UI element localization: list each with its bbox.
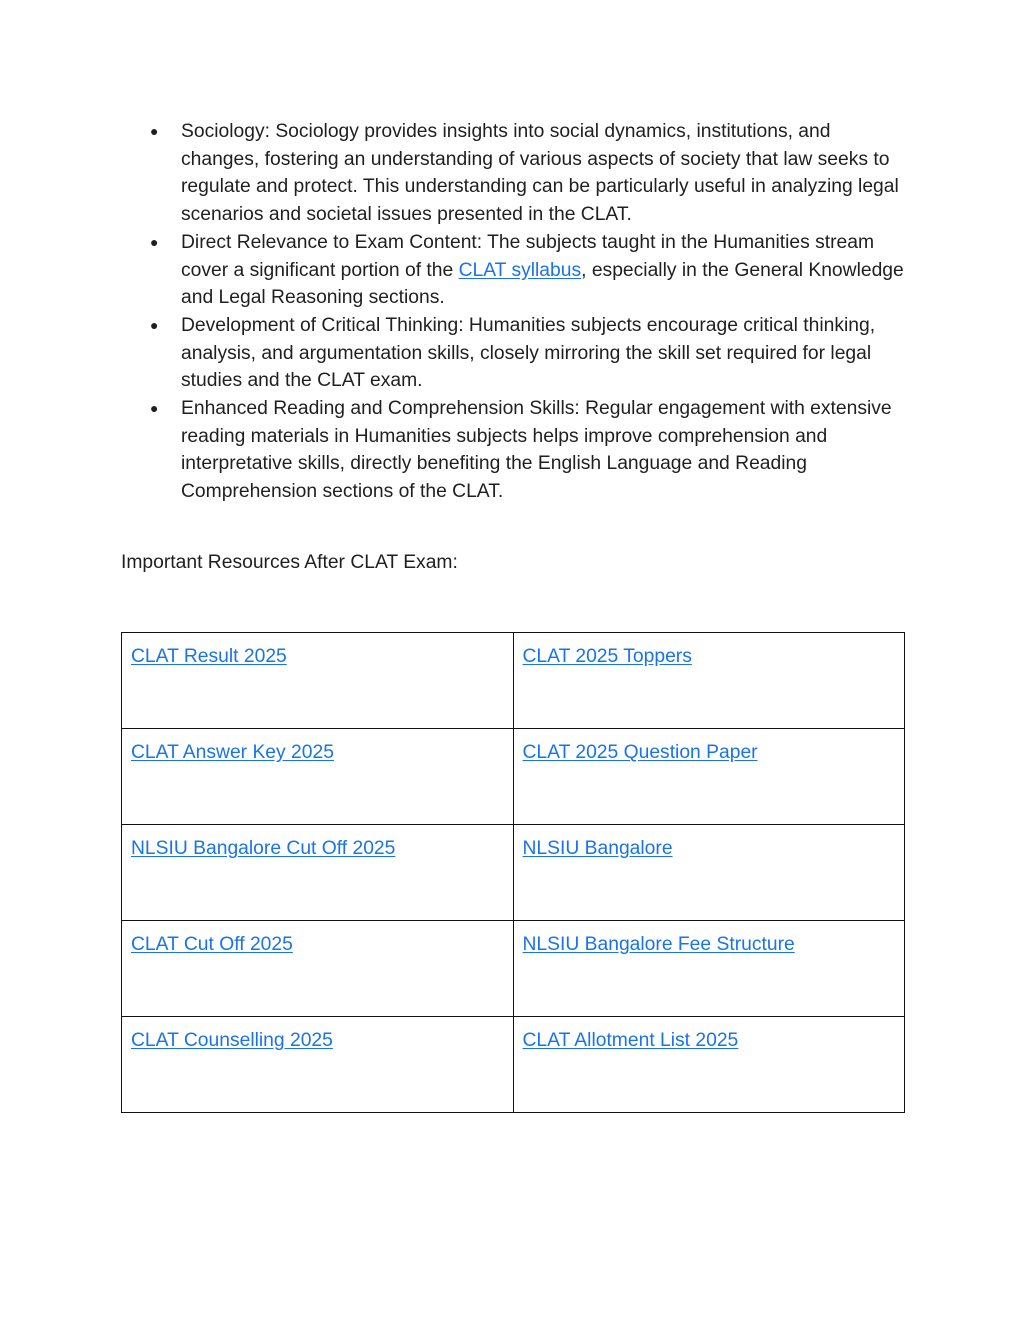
bullet-item-critical-thinking — [150, 312, 910, 395]
bullet-text: Enhanced Reading and Comprehension Skills: Regular engagement with extensive reading materials in Humanities subjects helps improve comprehension and interpretative skills, directly benefiting the English Language and Reading Comprehension sections of the CLAT. — [181, 398, 892, 503]
resource-link[interactable]: CLAT Answer Key 2025 — [131, 742, 334, 763]
bullet-text: Sociology: Sociology provides insights into social dynamics, institutions, and changes, fostering an understanding of various aspects of society that law seeks to regulate and protect. This understanding can be particularly useful in analyzing legal scenarios and societal issues presented in the CLAT. — [181, 121, 899, 226]
table-row — [122, 921, 905, 1017]
bullet-icon: ● — [150, 400, 159, 417]
bullet-item-sociology — [150, 118, 910, 229]
table-cell — [122, 825, 514, 921]
table-cell — [513, 1017, 905, 1113]
table-cell — [513, 633, 905, 729]
bullet-item-reading-comprehension — [150, 395, 910, 506]
table-row — [122, 729, 905, 825]
table-row — [122, 633, 905, 729]
bullet-text: Direct Relevance to Exam Content: The subjects taught in the Humanities stream cover a significant portion of the — [181, 231, 875, 281]
bullet-text-continued: , especially in the General Knowledge and Legal Reasoning sections. — [181, 259, 904, 309]
resource-link[interactable]: CLAT Counselling 2025 — [131, 1030, 333, 1051]
bullet-icon: ● — [150, 316, 159, 333]
resources-table — [121, 632, 905, 1113]
resource-link[interactable]: CLAT Cut Off 2025 — [131, 934, 293, 955]
resource-link[interactable]: NLSIU Bangalore Cut Off 2025 — [131, 838, 396, 859]
table-cell — [122, 633, 514, 729]
resource-link[interactable]: CLAT Result 2025 — [131, 646, 287, 667]
table-cell — [122, 921, 514, 1017]
table-cell — [122, 1017, 514, 1113]
bullet-text: Development of Critical Thinking: Humanities subjects encourage critical thinking, analysis, and argumentation skills, closely mirroring the skill set required for legal studies and the CLAT exam. — [181, 314, 876, 392]
table-cell — [513, 825, 905, 921]
clat-syllabus-link[interactable]: CLAT syllabus — [458, 259, 582, 281]
table-cell — [513, 729, 905, 825]
resource-link[interactable]: CLAT Allotment List 2025 — [522, 1030, 739, 1051]
table-row — [122, 825, 905, 921]
bullet-icon: ● — [150, 233, 159, 250]
table-row — [122, 1017, 905, 1113]
benefits-bullet-list — [150, 118, 910, 506]
resources-heading: Important Resources After CLAT Exam: — [121, 552, 458, 573]
table-cell — [122, 729, 514, 825]
resource-link[interactable]: CLAT 2025 Toppers — [522, 646, 692, 667]
bullet-item-direct-relevance — [150, 229, 910, 312]
resource-link[interactable]: NLSIU Bangalore — [522, 838, 673, 859]
table-cell — [513, 921, 905, 1017]
resource-link[interactable]: CLAT 2025 Question Paper — [522, 742, 758, 763]
resource-link[interactable]: NLSIU Bangalore Fee Structure — [522, 934, 795, 955]
bullet-icon: ● — [150, 123, 159, 139]
